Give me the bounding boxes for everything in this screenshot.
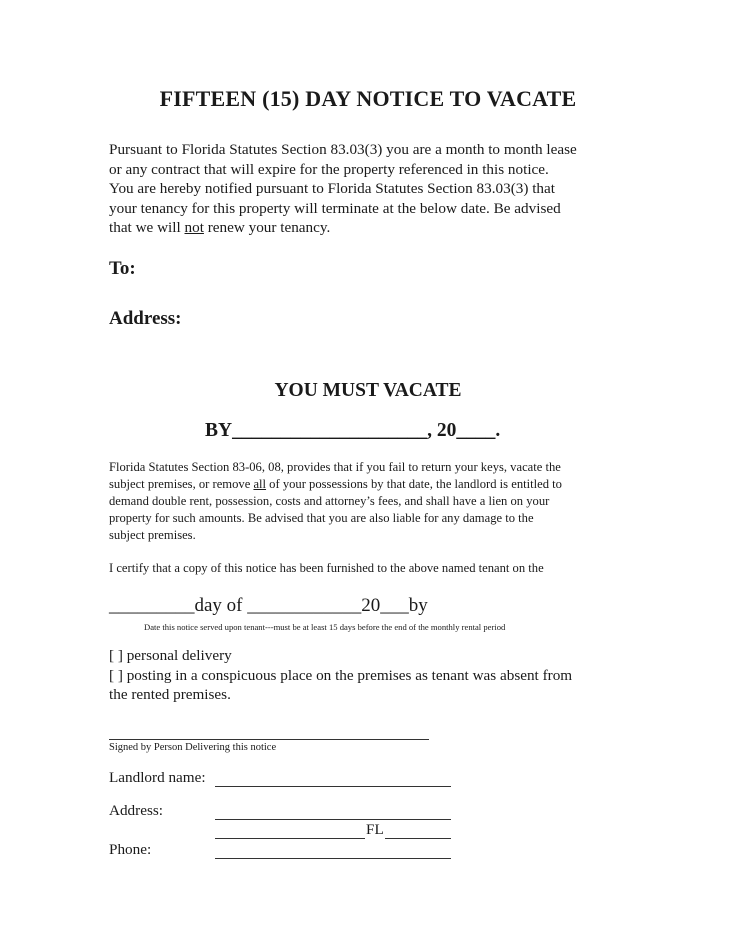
- signature-caption: Signed by Person Delivering this notice: [109, 742, 277, 753]
- statute-text: subject premises, or remove: [109, 477, 254, 491]
- statute-line: [109, 476, 562, 493]
- address-label: Address:: [109, 308, 182, 329]
- intro-paragraph: [109, 140, 577, 238]
- statute-line: Florida Statutes Section 83-06, 08, provides that if you fail to return your keys, vacate the: [109, 460, 561, 474]
- phone-label: Phone:: [109, 841, 152, 858]
- delivery-method-options: [109, 646, 572, 705]
- intro-line: or any contract that will expire for the property referenced in this notice.: [109, 160, 549, 178]
- emphasis-all: all: [253, 477, 267, 491]
- intro-text: renew your tenancy.: [203, 219, 331, 236]
- intro-line: Pursuant to Florida Statutes Section 83.03(3) you are a month to month lease: [109, 141, 577, 158]
- vacate-heading: YOU MUST VACATE: [274, 380, 462, 401]
- signature-line[interactable]: [109, 739, 429, 740]
- intro-text: that we will: [109, 219, 185, 236]
- certification-text: I certify that a copy of this notice has been furnished to the above named tenant on the: [109, 561, 544, 575]
- landlord-name-line[interactable]: [215, 786, 451, 787]
- posting-continuation: the rented premises.: [109, 686, 231, 703]
- address-city-line[interactable]: [215, 838, 365, 839]
- statute-line: demand double rent, possession, costs and attorney’s fees, and shall have a lien on your: [109, 494, 550, 508]
- statute-paragraph: [109, 459, 562, 544]
- service-date-note: Date this notice served upon tenant---must be at least 15 days before the end of the monthly rental period: [144, 622, 506, 632]
- address-line-1[interactable]: [215, 819, 451, 820]
- intro-line: You are hereby notified pursuant to Florida Statutes Section 83.03(3) that: [109, 180, 555, 197]
- state-label: FL: [366, 821, 384, 838]
- personal-delivery-checkbox[interactable]: [ ] personal delivery: [109, 647, 232, 664]
- posting-checkbox[interactable]: [ ] posting in a conspicuous place on the premises as tenant was absent from: [109, 666, 573, 684]
- statute-text: of your possessions by that date, the landlord is entitled to: [266, 477, 562, 491]
- emphasis-not: not: [184, 219, 204, 236]
- phone-line[interactable]: [215, 858, 451, 859]
- vacate-by-date-line[interactable]: BY____________________, 20____.: [205, 420, 501, 441]
- landlord-address-label: Address:: [109, 802, 163, 819]
- address-zip-line[interactable]: [385, 838, 451, 839]
- service-date-line[interactable]: _________day of ____________20___by: [109, 595, 428, 616]
- intro-line: your tenancy for this property will terminate at the below date. Be advised: [109, 199, 561, 217]
- statute-line: property for such amounts. Be advised that you are also liable for any damage to the: [109, 511, 534, 525]
- landlord-name-label: Landlord name:: [109, 769, 206, 786]
- notice-title: FIFTEEN (15) DAY NOTICE TO VACATE: [159, 86, 577, 111]
- intro-line: [109, 218, 577, 238]
- statute-line: subject premises.: [109, 528, 196, 542]
- to-label: To:: [109, 258, 136, 279]
